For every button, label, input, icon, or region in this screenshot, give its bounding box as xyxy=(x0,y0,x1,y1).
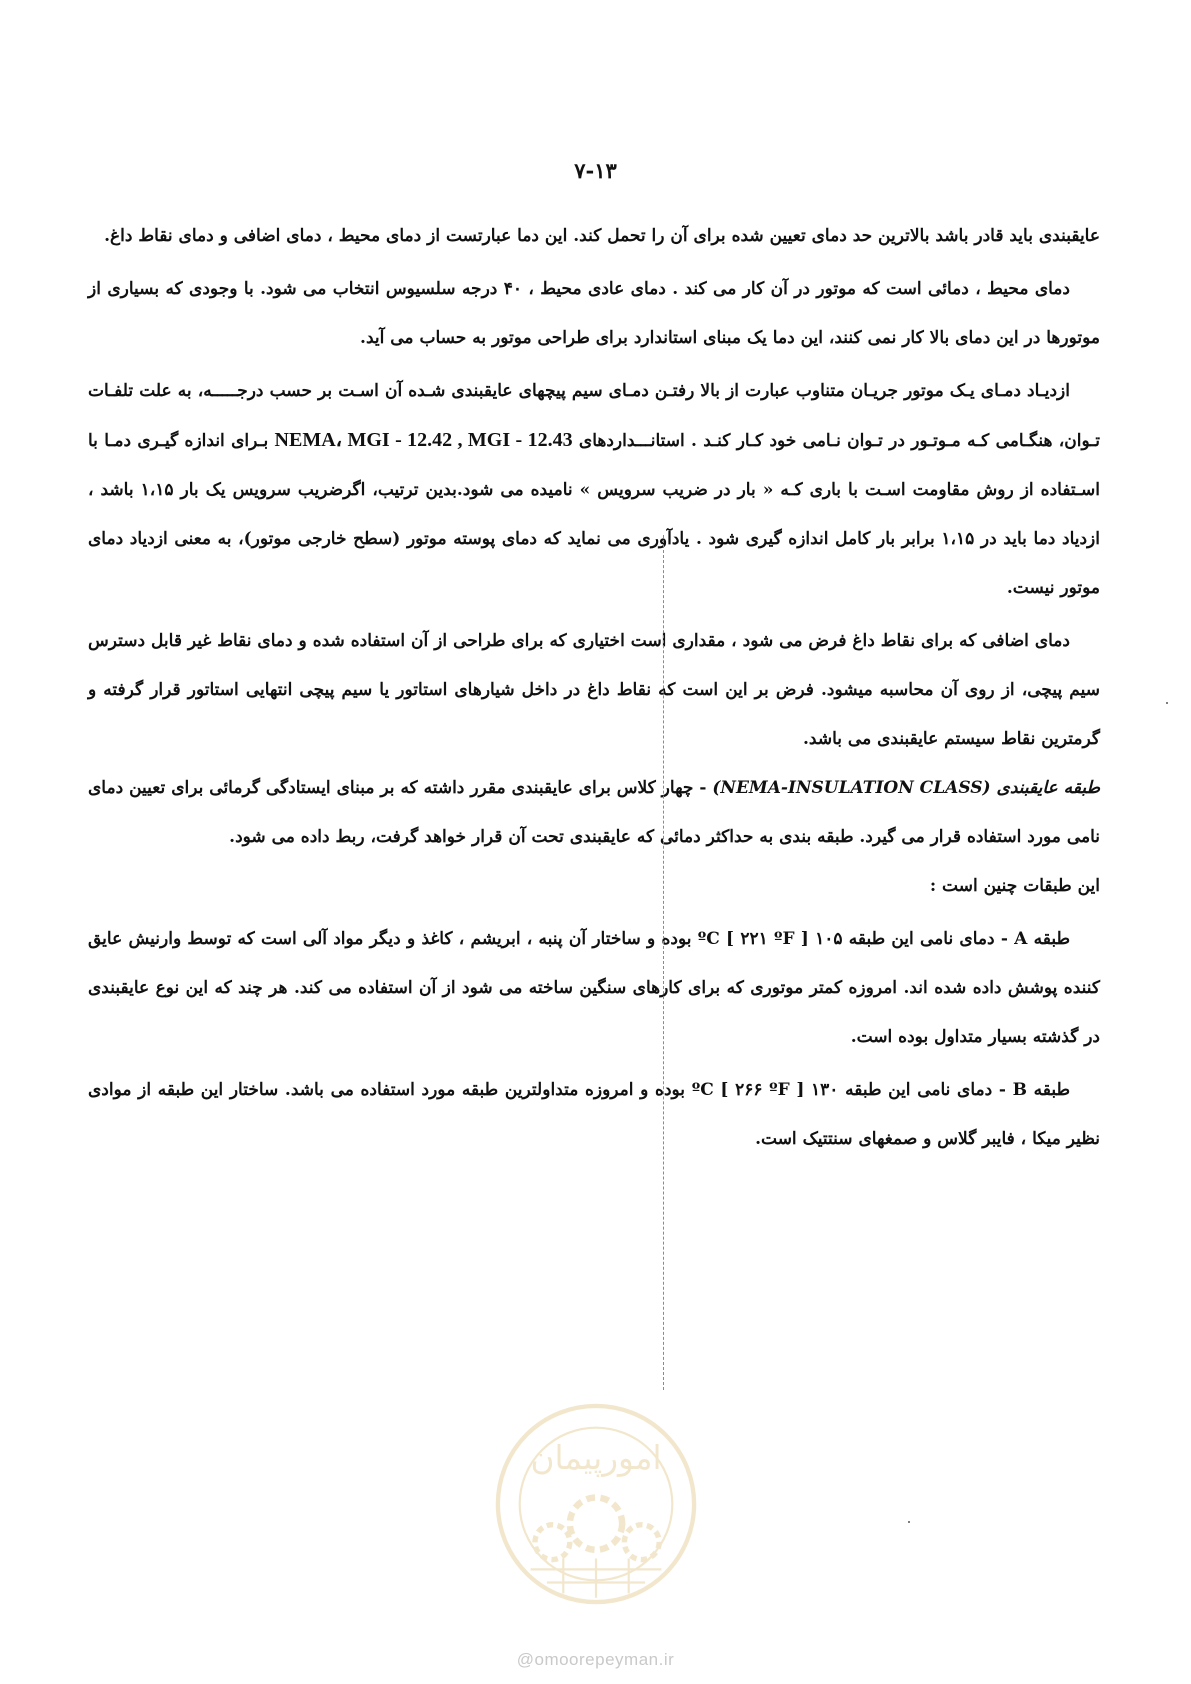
paragraph-ambient-temperature: دمای محیط ، دمائی است که موتور در آن کار می کند . دمای عادی محیط ، ۴۰ درجه سلسیوس انتخاب می شود. با وجودی که بسیاری از موتورها در این دمای بالا کار نمی کنند، این دما یک مبنای استاندارد برای طراحی موتور به حساب می آید. xyxy=(88,279,1100,348)
page-number: ۷-۱۳ xyxy=(574,158,617,183)
insulation-class-text: - چهار کلاس برای عایقبندی مقرر داشته که بر مبنای ایستادگی گرمائی برای تعیین دمای نامی مورد استفاده قرار می گیرد. طبقه بندی به حداکثر دمائی که عایقبندی تحت آن قرار خواهد گرفت، ربط داده می شود. xyxy=(88,778,1100,847)
document-body xyxy=(88,212,1100,1164)
class-b-label: طبقه B - xyxy=(998,1080,1070,1100)
standards-reference: NEMA، MGI - 12.42 , MGI - 12.43 xyxy=(274,429,573,451)
watermark-logo-icon xyxy=(487,1395,705,1613)
watermark-logo-text: امورپیمان xyxy=(530,1439,662,1478)
class-a-text: دمای نامی این طبقه ۱۰۵ ºC [ ۲۲۱ ºF ] بوده و ساختار آن پنبه ، ابریشم ، کاغذ و دیگر مواد آلی است که توسط وارنیش عایق کننده پوشش داده شده اند. امروزه کمتر موتوری که برای کارهای سنگین ساخته می شود از آن استفاده می کند. هر چند که این نوع عایقبندی در گذشته بسیار متداول بوده است. xyxy=(88,929,1100,1047)
paragraph-insulation-intro: عایقبندی باید قادر باشد بالاترین حد دمای تعیین شده برای آن را تحمل کند. این دما عبارتست از دمای محیط ، دمای اضافی و دمای نقاط داغ. xyxy=(104,226,1100,246)
temperature-rise-text: ازدیـاد دمـای یـک موتور جریـان متناوب عبارت از بالا رفتـن دمـای سیم پیچهای عایقبندی شـده آن اسـت بر حسب درجـــــه، به علت تلفـات تـوان، هنگـامی کـه مـوتـور در تـوان نـامی خود کـار کنـد . استانـــداردهای xyxy=(88,381,1100,451)
watermark-site-text: omoorepeyman.ir xyxy=(534,1650,675,1669)
insulation-class-heading: طبقه عایقبندی (NEMA-INSULATION CLASS) xyxy=(712,778,1101,798)
paragraph-class-b xyxy=(88,1066,1100,1164)
paragraph-classes-intro: این طبقات چنین است : xyxy=(929,876,1100,896)
scan-speck xyxy=(1166,702,1168,704)
temperature-rise-text-continued: بـرای اندازه گیـری دمـا با اسـتفاده از روش مقاومت اسـت با باری کـه « بار در ضریب سرویس » نامیده می شود.بدین ترتیب، اگرضریب سرویس یک بار ۱،۱۵ باشد ، ازدیاد دما باید در ۱،۱۵ برابر بار کامل اندازه گیری شود . یادآوری می نماید که دمای پوسته موتور (سطح خارجی موتور)، به معنی ازدیاد دمای موتور نیست. xyxy=(88,431,1100,598)
paragraph-class-a xyxy=(88,915,1100,1062)
paragraph-insulation-class xyxy=(88,764,1100,862)
scan-fold-line xyxy=(663,535,664,1390)
class-a-label: طبقه A - xyxy=(1000,929,1070,949)
scan-speck xyxy=(908,1521,910,1523)
class-b-text: دمای نامی این طبقه ۱۳۰ ºC [ ۲۶۶ ºF ] بوده و امروزه متداولترین طبقه مورد استفاده می باشد. ساختار این طبقه از موادی نظیر میکا ، فایبر گلاس و صمغهای سنتتیک است. xyxy=(88,1080,1100,1149)
watermark-site: @omoorepeyman.ir xyxy=(516,1650,675,1669)
paragraph-hot-spot: دمای اضافی که برای نقاط داغ فرض می شود ، مقداری است اختیاری که برای طراحی از آن استفاده شده و دمای نقاط غیر قابل دسترس سیم پیچی، از روی آن محاسبه میشود. فرض بر این است که نقاط داغ در داخل شیارهای استاتور یا سیم پیچی انتهایی استاتور قرار گرفته و گرمترین نقاط سیستم عایقبندی می باشد. xyxy=(88,631,1100,749)
paragraph-temperature-rise xyxy=(88,367,1100,613)
